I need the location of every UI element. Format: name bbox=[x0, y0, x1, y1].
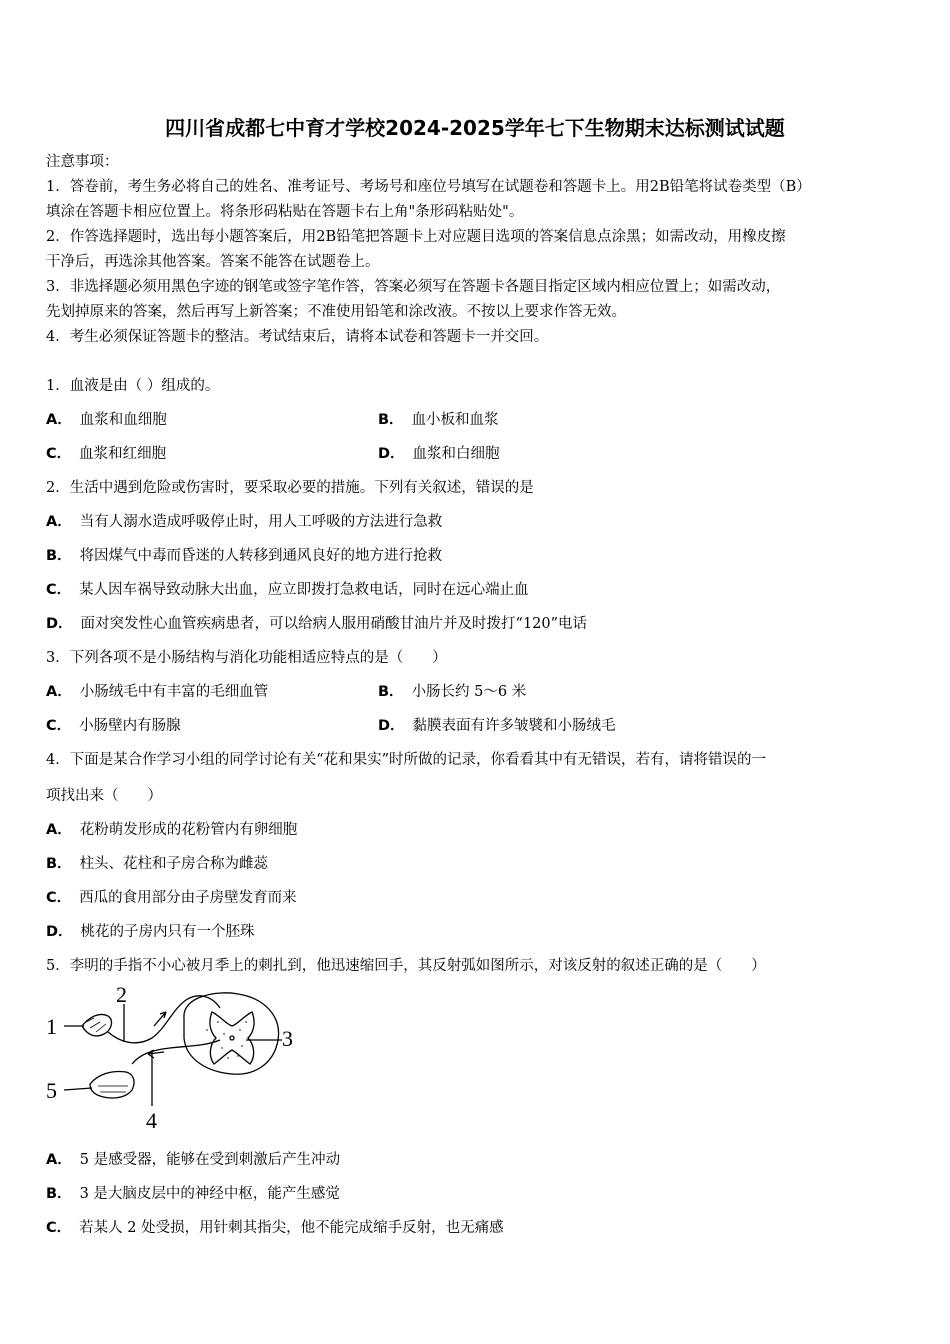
option-text: 桃花的子房内只有一个胚珠 bbox=[80, 924, 255, 940]
notes-line: 填涂在答题卡相应位置上。将条形码粘贴在答题卡右上角"条形码粘贴处"。 bbox=[46, 204, 524, 220]
notes-line: 2．作答选择题时，选出每小题答案后，用2B铅笔把答题卡上对应题目选项的答案信息点涂黑；如需改动，用橡皮擦 bbox=[46, 229, 786, 245]
option-label: D． bbox=[46, 616, 73, 632]
question-4-option-b bbox=[46, 854, 268, 874]
grey-matter-dot bbox=[221, 1047, 223, 1049]
option-text: 3 是大脑皮层中的神经中枢，能产生感觉 bbox=[79, 1186, 340, 1202]
option-text: 血浆和红细胞 bbox=[79, 446, 167, 462]
option-text: 将因煤气中毒而昏迷的人转移到通风良好的地方进行抢救 bbox=[79, 548, 443, 564]
page-title: 四川省成都七中育才学校2024-2025学年七下生物期末达标测试试题 bbox=[165, 116, 785, 140]
option-label: C． bbox=[46, 890, 72, 906]
question-1-option-d bbox=[378, 444, 500, 464]
question-5-option-b bbox=[46, 1184, 340, 1204]
option-text: 黏膜表面有许多皱襞和小肠绒毛 bbox=[412, 718, 616, 734]
option-text: 血浆和血细胞 bbox=[79, 412, 167, 428]
question-1-option-c bbox=[46, 444, 166, 464]
grey-matter-dot bbox=[223, 1033, 225, 1035]
grey-matter-dot bbox=[239, 1029, 241, 1031]
grey-matter-dot bbox=[217, 1021, 219, 1023]
figure-label-2: 2 bbox=[116, 982, 127, 1007]
option-text: 小肠壁内有肠腺 bbox=[79, 718, 181, 734]
option-label: D． bbox=[378, 446, 405, 462]
option-label: C． bbox=[46, 718, 72, 734]
option-label: A． bbox=[46, 684, 72, 700]
notes-heading: 注意事项： bbox=[46, 154, 119, 170]
figure-label-4: 4 bbox=[146, 1108, 157, 1132]
option-text: 当有人溺水造成呼吸停止时，用人工呼吸的方法进行急救 bbox=[79, 514, 443, 530]
option-label: C． bbox=[46, 1220, 72, 1236]
grey-matter-dot bbox=[227, 1057, 229, 1059]
question-3-option-a bbox=[46, 682, 268, 702]
question-3-option-d bbox=[378, 716, 616, 736]
afferent-arrow-line bbox=[154, 1012, 166, 1026]
receptor-hatching bbox=[86, 1018, 106, 1032]
effector-hatching bbox=[98, 1086, 128, 1092]
option-label: A． bbox=[46, 1152, 72, 1168]
question-2-option-d bbox=[46, 614, 587, 634]
question-3-option-c bbox=[46, 716, 181, 736]
notes-line: 4．考生必须保证答题卡的整洁。考试结束后，请将本试卷和答题卡一并交回。 bbox=[46, 329, 549, 345]
question-1-option-b bbox=[378, 410, 499, 430]
question-4-stem-continued: 项找出来（ ） bbox=[46, 788, 162, 804]
option-text: 柱头、花柱和子房合称为雌蕊 bbox=[79, 856, 269, 872]
option-label: C． bbox=[46, 582, 72, 598]
option-text: 某人因车祸导致动脉大出血，应立即拨打急救电话，同时在远心端止血 bbox=[79, 582, 529, 598]
notes-line: 1．答卷前，考生务必将自己的姓名、准考证号、考场号和座位号填写在试题卷和答题卡上。用2B铅笔将试卷类型（B） bbox=[46, 179, 811, 195]
option-text: 小肠绒毛中有丰富的毛细血管 bbox=[79, 684, 269, 700]
option-label: C． bbox=[46, 446, 72, 462]
notes-line: 干净后，再选涂其他答案。答案不能答在试题卷上。 bbox=[46, 254, 380, 270]
option-label: A． bbox=[46, 822, 72, 838]
spinal-cord-outline bbox=[184, 993, 279, 1074]
grey-matter bbox=[210, 1012, 254, 1064]
figure-label-5: 5 bbox=[46, 1078, 57, 1103]
grey-matter-dot bbox=[237, 1055, 239, 1057]
question-4-option-d bbox=[46, 922, 255, 942]
option-text: 花粉萌发形成的花粉管内有卵细胞 bbox=[79, 822, 298, 838]
option-text: 若某人 2 处受损，用针刺其指尖，他不能完成缩手反射，也无痛感 bbox=[79, 1220, 504, 1236]
question-2-option-c bbox=[46, 580, 529, 600]
option-text: 西瓜的食用部分由子房壁发育而来 bbox=[79, 890, 297, 906]
central-canal bbox=[230, 1036, 234, 1040]
question-4-stem: 4．下面是某合作学习小组的同学讨论有关“花和果实”时所做的记录，你看看其中有无错误，若有，请将错误的一 bbox=[46, 752, 767, 768]
question-5-stem: 5．李明的手指不小心被月季上的刺扎到，他迅速缩回手，其反射弧如图所示，对该反射的叙述正确的是（ ） bbox=[46, 958, 766, 974]
option-label: A． bbox=[46, 514, 72, 530]
question-2-stem: 2．生活中遇到危险或伤害时，要采取必要的措施。下列有关叙述，错误的是 bbox=[46, 480, 534, 496]
notes-line: 先划掉原来的答案，然后再写上新答案；不准使用铅笔和涂改液。不按以上要求作答无效。 bbox=[46, 304, 626, 320]
notes-line: 3．非选择题必须用黑色字迹的钢笔或签字笔作答，答案必须写在答题卡各题目指定区域内相应位置上；如需改动， bbox=[46, 279, 781, 295]
receptor-skin-shape bbox=[82, 1014, 111, 1035]
question-1-stem: 1．血液是由（ ）组成的。 bbox=[46, 378, 220, 394]
question-2-option-a bbox=[46, 512, 442, 532]
option-text: 5 是感受器，能够在受到刺激后产生冲动 bbox=[79, 1152, 341, 1168]
option-label: B． bbox=[46, 856, 72, 872]
option-label: A． bbox=[46, 412, 72, 428]
option-text: 血小板和血浆 bbox=[411, 412, 499, 428]
label-5-leader bbox=[64, 1088, 92, 1090]
option-text: 小肠长约 5～6 米 bbox=[411, 684, 527, 700]
grey-matter-dot bbox=[245, 1021, 247, 1023]
grey-matter-dot bbox=[206, 1029, 208, 1031]
question-3-stem: 3．下列各项不是小肠结构与消化功能相适应特点的是（ ） bbox=[46, 650, 447, 666]
question-2-option-b bbox=[46, 546, 442, 566]
reflex-arc-diagram bbox=[42, 982, 302, 1132]
question-3-option-b bbox=[378, 682, 526, 702]
option-text: 面对突发性心血管疾病患者，可以给病人服用硝酸甘油片并及时拨打“120”电话 bbox=[80, 616, 588, 632]
option-label: B． bbox=[46, 1186, 72, 1202]
question-1-option-a bbox=[46, 410, 167, 430]
option-label: B． bbox=[378, 412, 404, 428]
question-4-option-a bbox=[46, 820, 297, 840]
question-4-option-c bbox=[46, 888, 297, 908]
grey-matter-dot bbox=[213, 1039, 215, 1041]
option-label: B． bbox=[378, 684, 404, 700]
option-label: D． bbox=[378, 718, 405, 734]
option-label: D． bbox=[46, 924, 73, 940]
question-5-option-a bbox=[46, 1150, 340, 1170]
grey-matter-dot bbox=[241, 1045, 243, 1047]
option-label: B． bbox=[46, 548, 72, 564]
question-5-option-c bbox=[46, 1218, 504, 1238]
figure-label-3: 3 bbox=[282, 1026, 293, 1051]
figure-label-1: 1 bbox=[46, 1014, 57, 1039]
effector-muscle-shape bbox=[90, 1072, 134, 1099]
option-text: 血浆和白细胞 bbox=[412, 446, 500, 462]
efferent-nerve bbox=[132, 1040, 220, 1064]
